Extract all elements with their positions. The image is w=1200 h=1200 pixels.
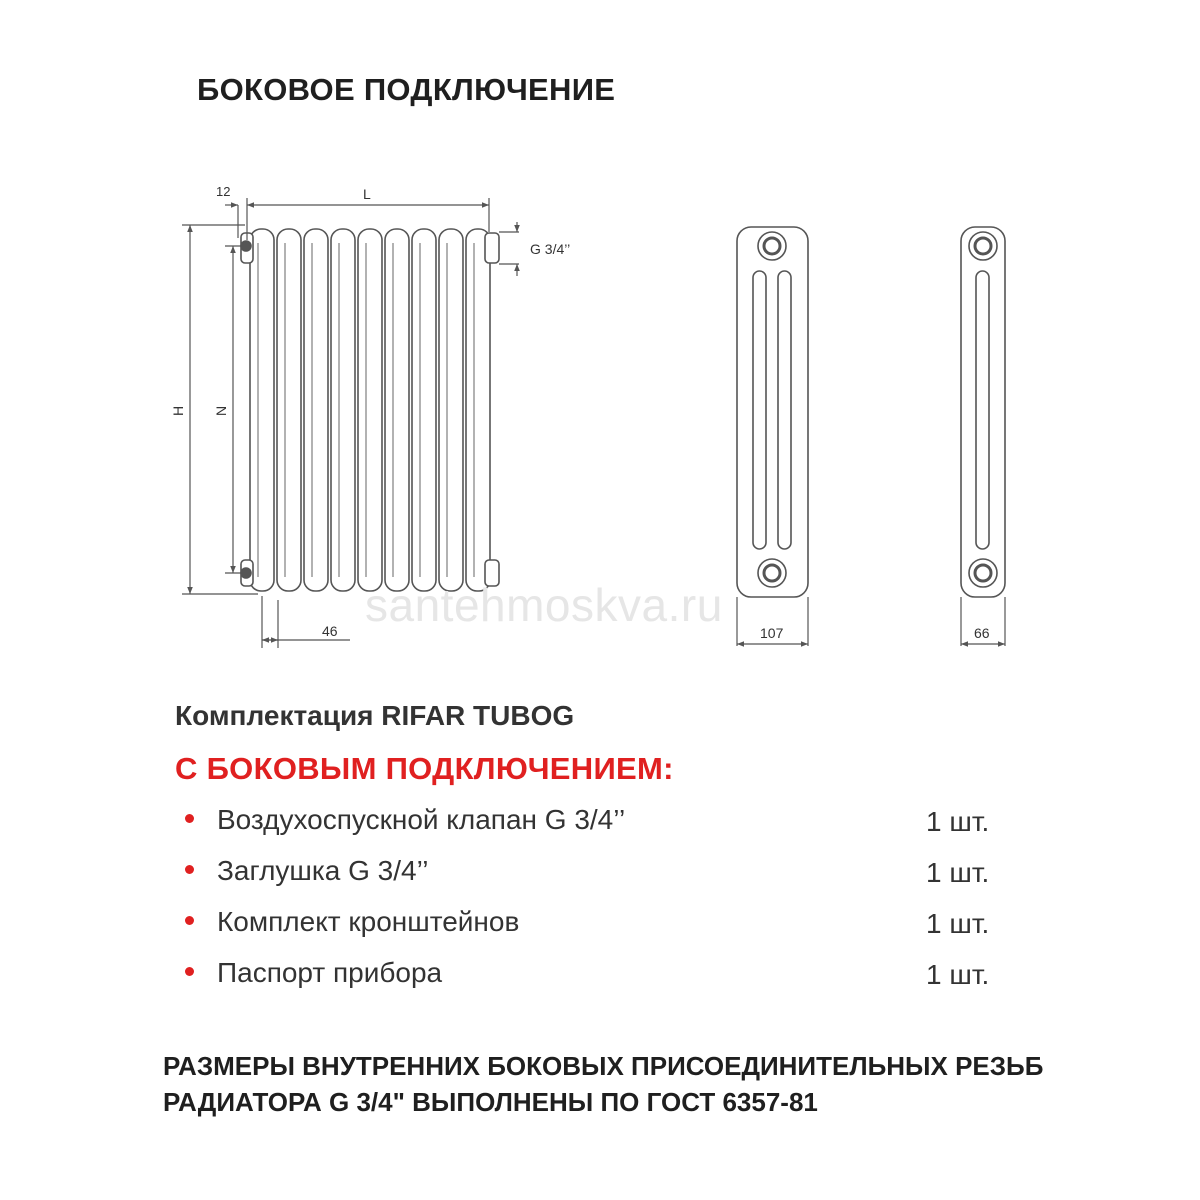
radiator-tube: [331, 229, 355, 591]
kit-item: [185, 953, 1005, 1004]
dim-L-label: L: [363, 186, 371, 202]
radiator-tube: [304, 229, 328, 591]
kit-item-name: Воздухоспускной клапан G 3/4’’: [217, 804, 626, 835]
kit-subtitle: С БОКОВЫМ ПОДКЛЮЧЕНИЕМ:: [175, 751, 674, 786]
kit-item: [185, 902, 1005, 953]
footnote-line-1: РАЗМЕРЫ ВНУТРЕННИХ БОКОВЫХ ПРИСОЕДИНИТЕЛЬНЫХ РЕЗЬБ: [163, 1051, 1044, 1081]
radiator-tubes: [250, 229, 490, 591]
dim-N-label: N: [213, 405, 229, 416]
radiator-tube: [358, 229, 382, 591]
kit-item-qty: 1 шт.: [926, 908, 990, 939]
left-top-plug: [241, 241, 251, 251]
radiator-tube: [250, 229, 274, 591]
left-bottom-plug: [241, 568, 251, 578]
front-view: [241, 229, 499, 591]
footnote-line-2: РАДИАТОРА G 3/4" ВЫПОЛНЕНЫ ПО ГОСТ 6357-81: [163, 1087, 818, 1117]
kit-item: [185, 851, 1005, 902]
radiator-tube: [466, 229, 490, 591]
radiator-tube: [277, 229, 301, 591]
radiator-tube: [412, 229, 436, 591]
side-view-66: [961, 227, 1005, 646]
bullet-icon: [185, 865, 194, 874]
radiator-tube: [385, 229, 409, 591]
kit-item: [185, 800, 1005, 851]
dim-46-label: 46: [322, 623, 338, 639]
footnote: [163, 1048, 1043, 1120]
kit-item-qty: 1 шт.: [926, 806, 990, 837]
kit-item-qty: 1 шт.: [926, 959, 990, 990]
kit-item-name: Заглушка G 3/4’’: [217, 855, 429, 886]
bullet-icon: [185, 916, 194, 925]
bullet-icon: [185, 967, 194, 976]
kit-item-qty: 1 шт.: [926, 857, 990, 888]
side-view-107: [737, 227, 808, 646]
kit-item-name: Паспорт прибора: [217, 957, 443, 988]
kit-item-name: Комплект кронштейнов: [217, 906, 520, 937]
dim-thread-label: G 3/4’’: [530, 241, 571, 257]
dim-12-label: 12: [216, 184, 231, 199]
right-connector: [485, 233, 499, 263]
dim-107-label: 107: [760, 625, 784, 641]
bullet-icon: [185, 814, 194, 823]
dim-H-label: H: [170, 405, 186, 416]
dim-66-label: 66: [974, 625, 990, 641]
page-title: БОКОВОЕ ПОДКЛЮЧЕНИЕ: [197, 72, 616, 107]
radiator-tube: [439, 229, 463, 591]
kit-list: [185, 800, 1005, 1004]
watermark: santehmoskva.ru: [365, 579, 723, 631]
kit-title: Комплектация RIFAR TUBOG: [175, 700, 575, 731]
